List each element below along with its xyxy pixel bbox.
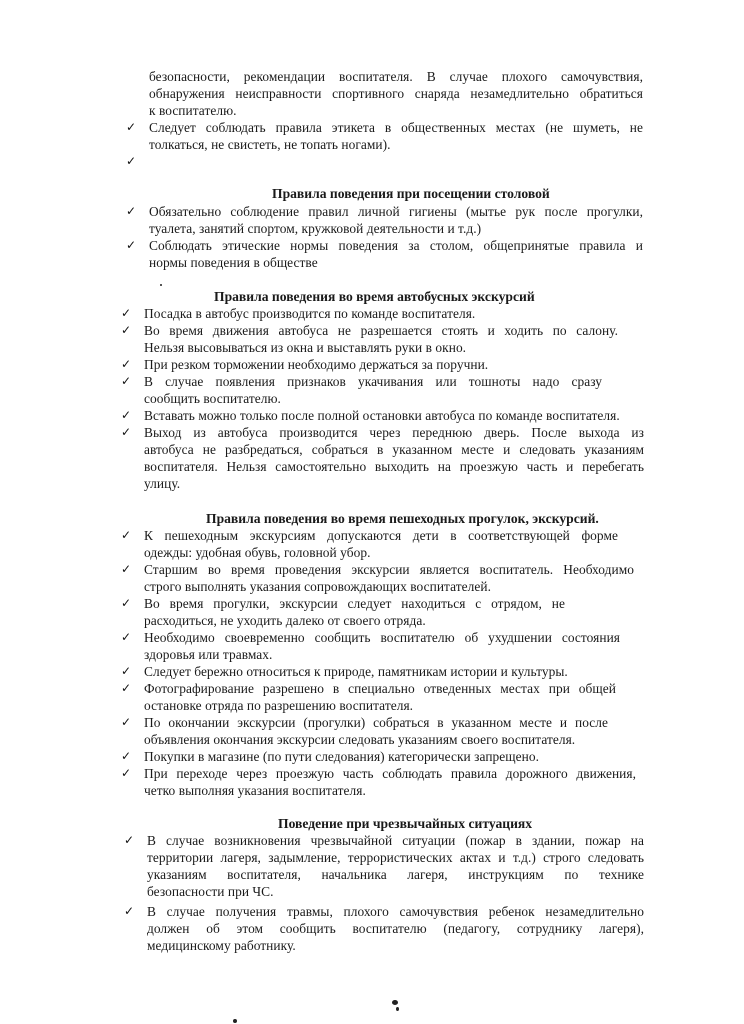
list-item-cont: улицу.	[144, 476, 181, 491]
list-item-cont: Нельзя высовываться из окна и выставлять руки в окно.	[144, 340, 467, 355]
list-item-cont: сообщить воспитателю.	[144, 391, 281, 406]
checkmark-icon: ✓	[126, 238, 137, 252]
list-item-cont: должен об этом сообщить воспитателю (педагогу, сотруднику лагеря),	[147, 921, 644, 936]
list-item: Фотографирование разрешено в специально отведенных местах при общей	[144, 681, 616, 696]
intro-line-1: безопасности, рекомендации воспитателя. В случае плохого самочувствия,	[149, 69, 643, 84]
list-item: Покупки в магазине (по пути следования) категорически запрещено.	[144, 749, 539, 764]
checkmark-icon: ✓	[126, 204, 137, 218]
list-item: В случае возникновения чрезвычайной ситуации (пожар в здании, пожар на	[147, 833, 644, 848]
list-item: При резком торможении необходимо держаться за поручни.	[144, 357, 489, 372]
checkmark-icon: ✓	[121, 425, 132, 439]
intro-line-2: обнаружения неисправности спортивного снаряда незамедлительно обратиться	[149, 86, 643, 101]
list-item: Выход из автобуса производится через переднюю дверь. После выхода из	[144, 425, 644, 440]
checkmark-icon: ✓	[121, 374, 132, 388]
checkmark-icon: ✓	[121, 715, 132, 729]
list-item: По окончании экскурсии (прогулки) собраться в указанном месте и после	[144, 715, 608, 730]
section-heading-emergency: Поведение при чрезвычайных ситуациях	[278, 816, 533, 831]
list-item-cont: строго выполнять указания сопровождающих воспитателей.	[144, 579, 491, 594]
list-item-cont: туалета, занятий спортом, кружковой деятельности и т.д.)	[149, 221, 482, 236]
list-item-cont: указаниям воспитателя, начальника лагеря, инструкциям по технике	[147, 867, 644, 882]
list-item: Во время прогулки, экскурсии следует находиться с отрядом, не	[144, 596, 565, 611]
list-item: Необходимо своевременно сообщить воспитателю об ухудшении состояния	[144, 630, 620, 645]
checkmark-icon: ✓	[121, 681, 132, 695]
checkmark-icon: ✓	[121, 408, 132, 422]
list-item: Вставать можно только после полной остановки автобуса по команде воспитателя.	[144, 408, 620, 423]
list-item-cont: медицинскому работнику.	[147, 938, 296, 953]
list-item: В случае появления признаков укачивания или тошноты надо сразу	[144, 374, 602, 389]
checkmark-icon: ✓	[121, 596, 132, 610]
checkmark-icon: ✓	[121, 528, 132, 542]
list-item-cont: расходиться, не уходить далеко от своего отряда.	[144, 613, 426, 628]
list-item-cont: остановке отряда по разрешению воспитателя.	[144, 698, 414, 713]
list-item: При переходе через проезжую часть соблюдать правила дорожного движения,	[144, 766, 636, 781]
scan-speck	[160, 284, 162, 286]
list-item: Старшим во время проведения экскурсии является воспитатель. Необходимо	[144, 562, 634, 577]
checkmark-icon: ✓	[124, 833, 135, 847]
checkmark-icon: ✓	[121, 749, 132, 763]
list-item: Посадка в автобус производится по команде воспитателя.	[144, 306, 476, 321]
intro-line-3: к воспитателю.	[149, 103, 237, 118]
list-item-cont: одежды: удобная обувь, головной убор.	[144, 545, 371, 560]
scan-speck	[396, 1007, 399, 1011]
scan-speck	[392, 1000, 398, 1005]
list-item-cont: объявления окончания экскурсии следовать указаниям своего воспитателя.	[144, 732, 576, 747]
list-item: В случае получения травмы, плохого самочувствия ребенок незамедлительно	[147, 904, 644, 919]
list-item-cont: нормы поведения в обществе	[149, 255, 318, 270]
checkmark-icon: ✓	[121, 323, 132, 337]
list-item-cont: безопасности при ЧС.	[147, 884, 274, 899]
list-item: Во время движения автобуса не разрешается стоять и ходить по салону.	[144, 323, 618, 338]
checkmark-icon: ✓	[126, 120, 137, 134]
list-item: К пешеходным экскурсиям допускаются дети в соответствующей форме	[144, 528, 618, 543]
checkmark-icon: ✓	[121, 630, 132, 644]
checkmark-icon: ✓	[121, 664, 132, 678]
checkmark-icon: ✓	[124, 904, 135, 918]
list-item: Следует соблюдать правила этикета в общественных местах (не шуметь, не	[149, 120, 643, 135]
list-item-cont: толкаться, не свистеть, не топать ногами).	[149, 137, 391, 152]
checkmark-icon: ✓	[121, 306, 132, 320]
checkmark-icon: ✓	[121, 766, 132, 780]
list-item: Обязательно соблюдение правил личной гигиены (мытье рук после прогулки,	[149, 204, 643, 219]
list-item-cont: четко выполняя указания воспитателя.	[144, 783, 366, 798]
checkmark-icon: ✓	[121, 562, 132, 576]
list-item: Следует бережно относиться к природе, памятникам истории и культуры.	[144, 664, 568, 679]
checkmark-icon: ✓	[121, 357, 132, 371]
list-item-cont: автобуса не разбредаться, собраться в указанном месте и следовать указаниям	[144, 442, 644, 457]
list-item-cont: воспитателя. Нельзя самостоятельно выходить на проезжую часть и перебегать	[144, 459, 644, 474]
section-heading-canteen: Правила поведения при посещении столовой	[272, 186, 550, 201]
section-heading-bus: Правила поведения во время автобусных экскурсий	[214, 289, 535, 304]
list-item-cont: территории лагеря, задымление, террористических актах и т.д.) строго следовать	[147, 850, 644, 865]
list-item: Соблюдать этические нормы поведения за столом, общепринятые правила и	[149, 238, 643, 253]
checkmark-icon: ✓	[126, 154, 137, 168]
list-item-cont: здоровья или травмах.	[144, 647, 273, 662]
section-heading-walks: Правила поведения во время пешеходных прогулок, экскурсий.	[206, 511, 599, 526]
scan-speck	[233, 1019, 237, 1023]
